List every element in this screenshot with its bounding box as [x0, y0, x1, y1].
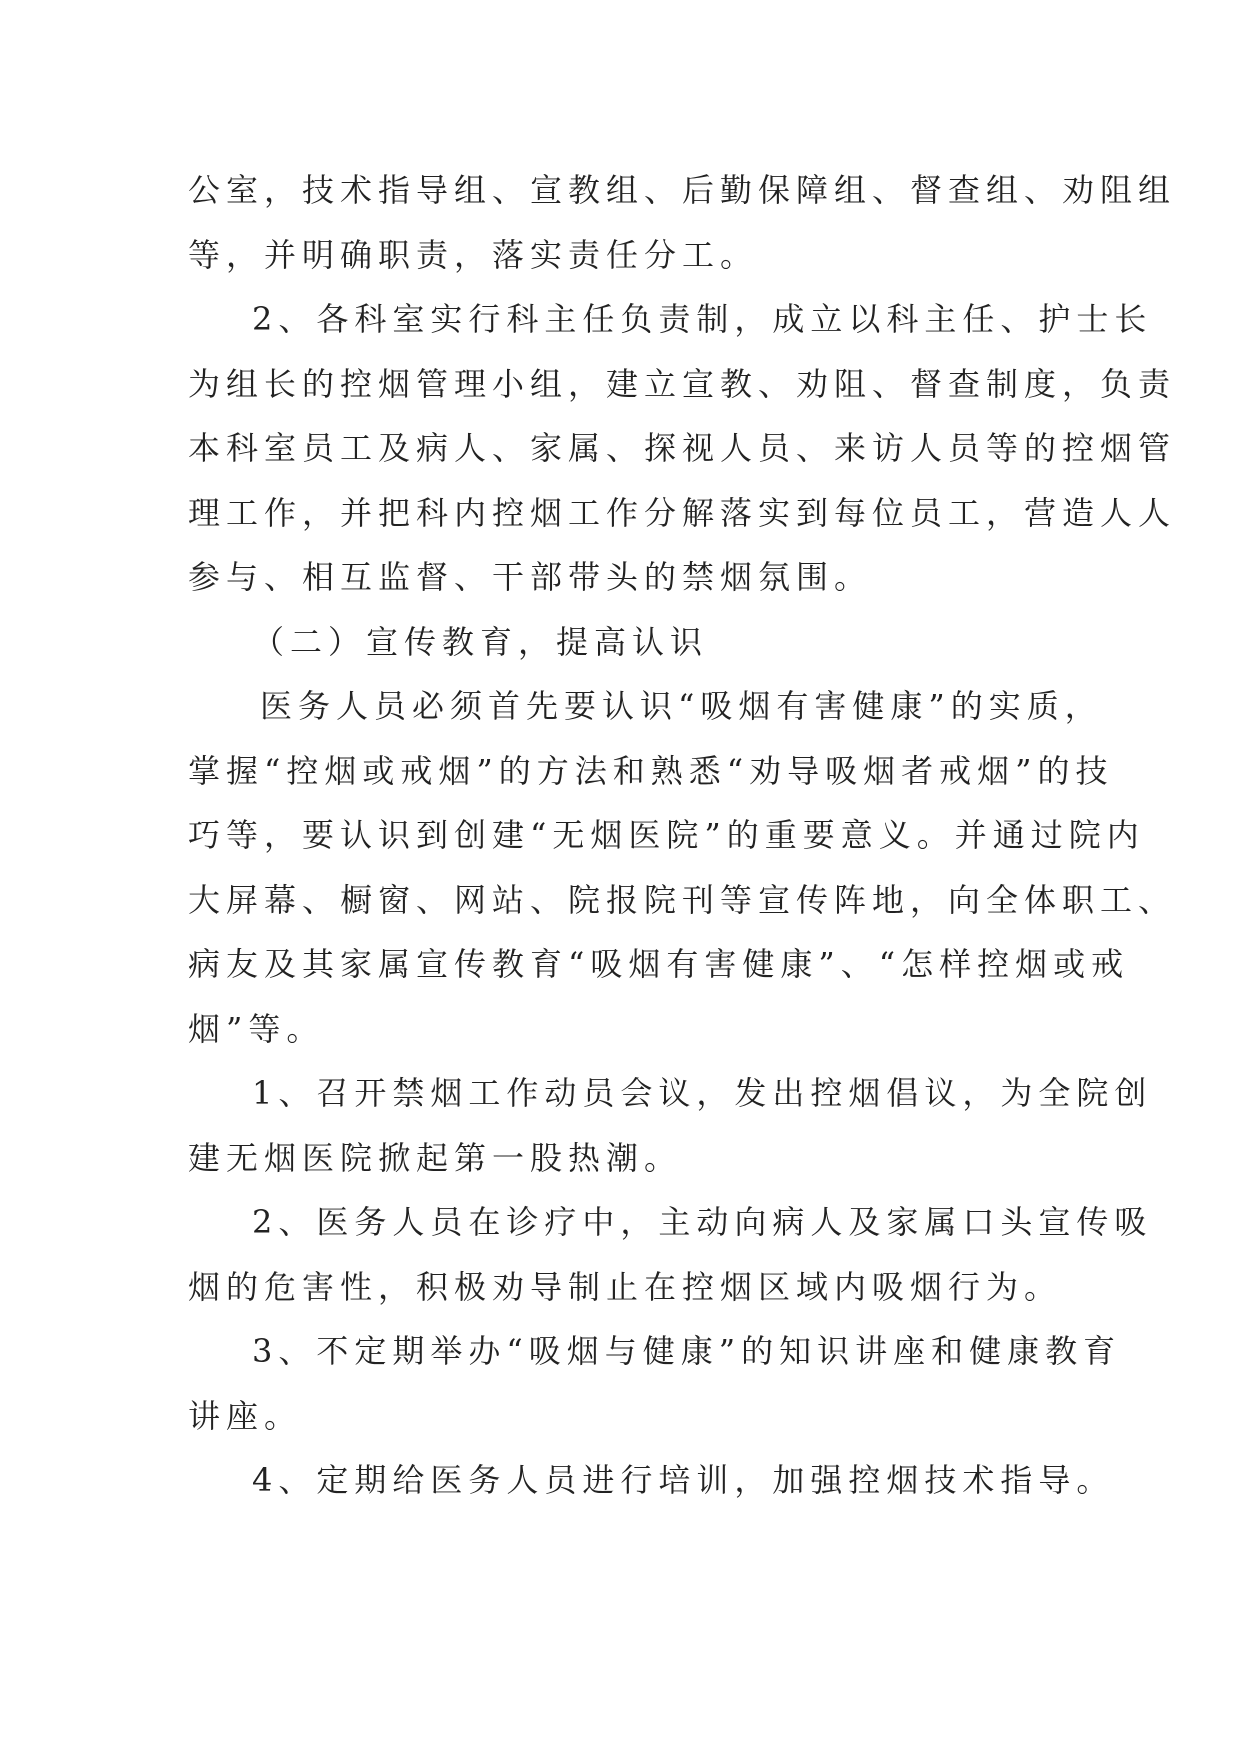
document-body [188, 158, 1177, 1513]
text-line: 3、不定期举办“吸烟与健康”的知识讲座和健康教育 [252, 1332, 1122, 1370]
text-line: 巧等，要认识到创建“无烟医院”的重要意义。并通过院内 [188, 816, 1145, 854]
text-line: 2、各科室实行科主任负责制，成立以科主任、护士长 [252, 300, 1153, 338]
section-heading-text: （二）宣传教育，提高认识 [252, 622, 709, 661]
paragraph-awareness [188, 674, 1177, 1061]
text-line: 掌握“控烟或戒烟”的方法和熟悉“劝导吸烟者戒烟”的技 [188, 751, 1114, 790]
text-line: 病友及其家属宣传教育“吸烟有害健康”、“怎样控烟或戒 [188, 945, 1130, 983]
text-line: 理工作，并把科内控烟工作分解落实到每位员工，营造人人 [188, 493, 1177, 532]
section-heading [188, 610, 1060, 675]
text-line: 等，并明确职责，落实责任分工。 [188, 235, 759, 274]
text-line: 烟”等。 [188, 1009, 325, 1048]
paragraph-department-responsibility [188, 287, 1177, 610]
text-line: 2、医务人员在诊疗中，主动向病人及家属口头宣传吸 [252, 1203, 1153, 1241]
text-line: 1、召开禁烟工作动员会议，发出控烟倡议，为全院创 [252, 1074, 1153, 1112]
text-line: 为组长的控烟管理小组，建立宣教、劝阻、督查制度，负责 [188, 364, 1177, 403]
list-item-medical-staff-outreach [188, 1190, 1153, 1319]
text-line: 建无烟医院掀起第一股热潮。 [188, 1138, 683, 1177]
text-line: 本科室员工及病人、家属、探视人员、来访人员等的控烟管 [188, 429, 1177, 467]
text-line: 医务人员必须首先要认识“吸烟有害健康”的实质， [260, 687, 1103, 725]
list-item-staff-training [188, 1448, 1115, 1513]
text-line: 烟的危害性，积极劝导制止在控烟区域内吸烟行为。 [188, 1267, 1063, 1306]
list-item-health-lectures [188, 1319, 1122, 1448]
text-line: 讲座。 [188, 1396, 303, 1435]
text-line: 4、定期给医务人员进行培训，加强控烟技术指导。 [252, 1461, 1115, 1499]
text-line: 大屏幕、橱窗、网站、院报院刊等宣传阵地，向全体职工、 [188, 880, 1177, 919]
text-line: 公室，技术指导组、宣教组、后勤保障组、督查组、劝阻组 [188, 171, 1177, 209]
list-item-mobilization-meeting [188, 1061, 1153, 1190]
paragraph-team-assignments [188, 158, 1177, 287]
text-line: 参与、相互监督、干部带头的禁烟氛围。 [188, 558, 873, 596]
